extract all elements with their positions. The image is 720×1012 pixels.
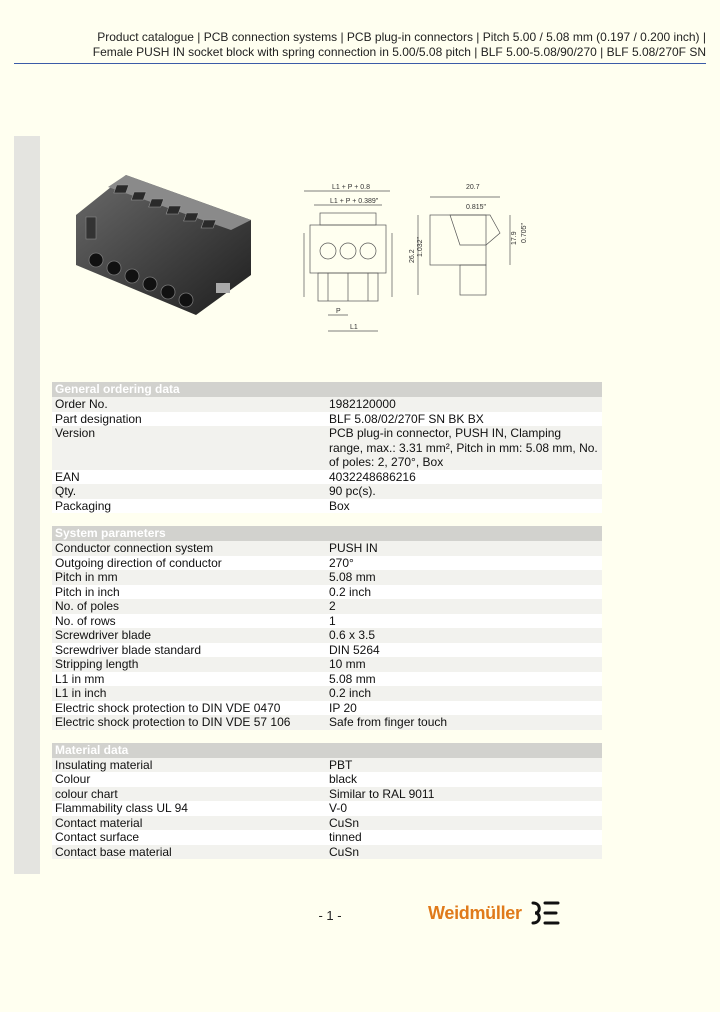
table-row: Pitch in inch 0.2 inch: [52, 585, 602, 600]
table-row: Screwdriver blade 0.6 x 3.5: [52, 628, 602, 643]
dimension-drawing: [290, 175, 540, 345]
dim-label-top2: L1 + P + 0.389": [330, 198, 379, 205]
table-row: Electric shock protection to DIN VDE 0470 IP 20: [52, 701, 602, 716]
header-divider: [14, 63, 706, 64]
dim-label-h4: 0.705": [521, 222, 528, 243]
table-row: Contact material CuSn: [52, 816, 602, 831]
sidebar-strip: [14, 136, 40, 874]
table-row: Qty. 90 pc(s).: [52, 484, 602, 499]
table-row: colour chart Similar to RAL 9011: [52, 787, 602, 802]
section-general-ordering: [52, 382, 602, 513]
table-row: Stripping length 10 mm: [52, 657, 602, 672]
dim-label-side-w1: 20.7: [466, 184, 480, 191]
section-material-data: [52, 743, 602, 860]
section-title: System parameters: [52, 526, 602, 541]
table-row: Contact surface tinned: [52, 830, 602, 845]
brand-name: Weidmüller: [428, 902, 522, 923]
table-row: Insulating material PBT: [52, 758, 602, 773]
brand-logo: [428, 898, 560, 928]
table-row: Contact base material CuSn: [52, 845, 602, 860]
table-row: No. of rows 1: [52, 614, 602, 629]
dim-label-h3: 17.9: [511, 231, 518, 245]
brand-mark-icon: [530, 900, 560, 926]
dim-label-side-w2: 0.815": [466, 204, 487, 211]
table-row: Order No. 1982120000: [52, 397, 602, 412]
breadcrumb: Product catalogue | PCB connection systems | PCB plug-in connectors | Pitch 5.00 / 5.08 mm (0.197 / 0.200 inch) |: [97, 30, 706, 44]
dim-label-h2: 1.032": [417, 236, 424, 257]
table-row: L1 in inch 0.2 inch: [52, 686, 602, 701]
spec-tables: [52, 382, 602, 872]
table-row: Outgoing direction of conductor 270°: [52, 556, 602, 571]
table-row: Packaging Box: [52, 499, 602, 514]
section-system-parameters: [52, 526, 602, 730]
dim-label-l1: L1: [350, 324, 358, 331]
table-row: Flammability class UL 94 V-0: [52, 801, 602, 816]
section-title: Material data: [52, 743, 602, 758]
table-row: Electric shock protection to DIN VDE 57 106 Safe from finger touch: [52, 715, 602, 730]
table-row: EAN 4032248686216: [52, 470, 602, 485]
dim-label-h1: 26.2: [409, 249, 416, 263]
table-row: Part designation BLF 5.08/02/270F SN BK BX: [52, 412, 602, 427]
page-header: [16, 30, 706, 60]
table-row: Version PCB plug-in connector, PUSH IN, Clamping range, max.: 3.31 mm², Pitch in mm: 5.08 mm, No. of poles: 2, 270°, Box: [52, 426, 602, 470]
product-subtitle: Female PUSH IN socket block with spring connection in 5.00/5.08 pitch | BLF 5.00-5.08/90/270 | BLF 5.08/270F SN: [92, 45, 706, 59]
table-row: L1 in mm 5.08 mm: [52, 672, 602, 687]
table-row: Conductor connection system PUSH IN: [52, 541, 602, 556]
product-photo: [66, 165, 266, 325]
table-row: Pitch in mm 5.08 mm: [52, 570, 602, 585]
table-row: Screwdriver blade standard DIN 5264: [52, 643, 602, 658]
dim-label-p: P: [336, 308, 341, 315]
table-row: No. of poles 2: [52, 599, 602, 614]
section-title: General ordering data: [52, 382, 602, 397]
dim-label-top1: L1 + P + 0.8: [332, 184, 371, 191]
table-row: Colour black: [52, 772, 602, 787]
page-number: - 1 -: [318, 908, 342, 923]
